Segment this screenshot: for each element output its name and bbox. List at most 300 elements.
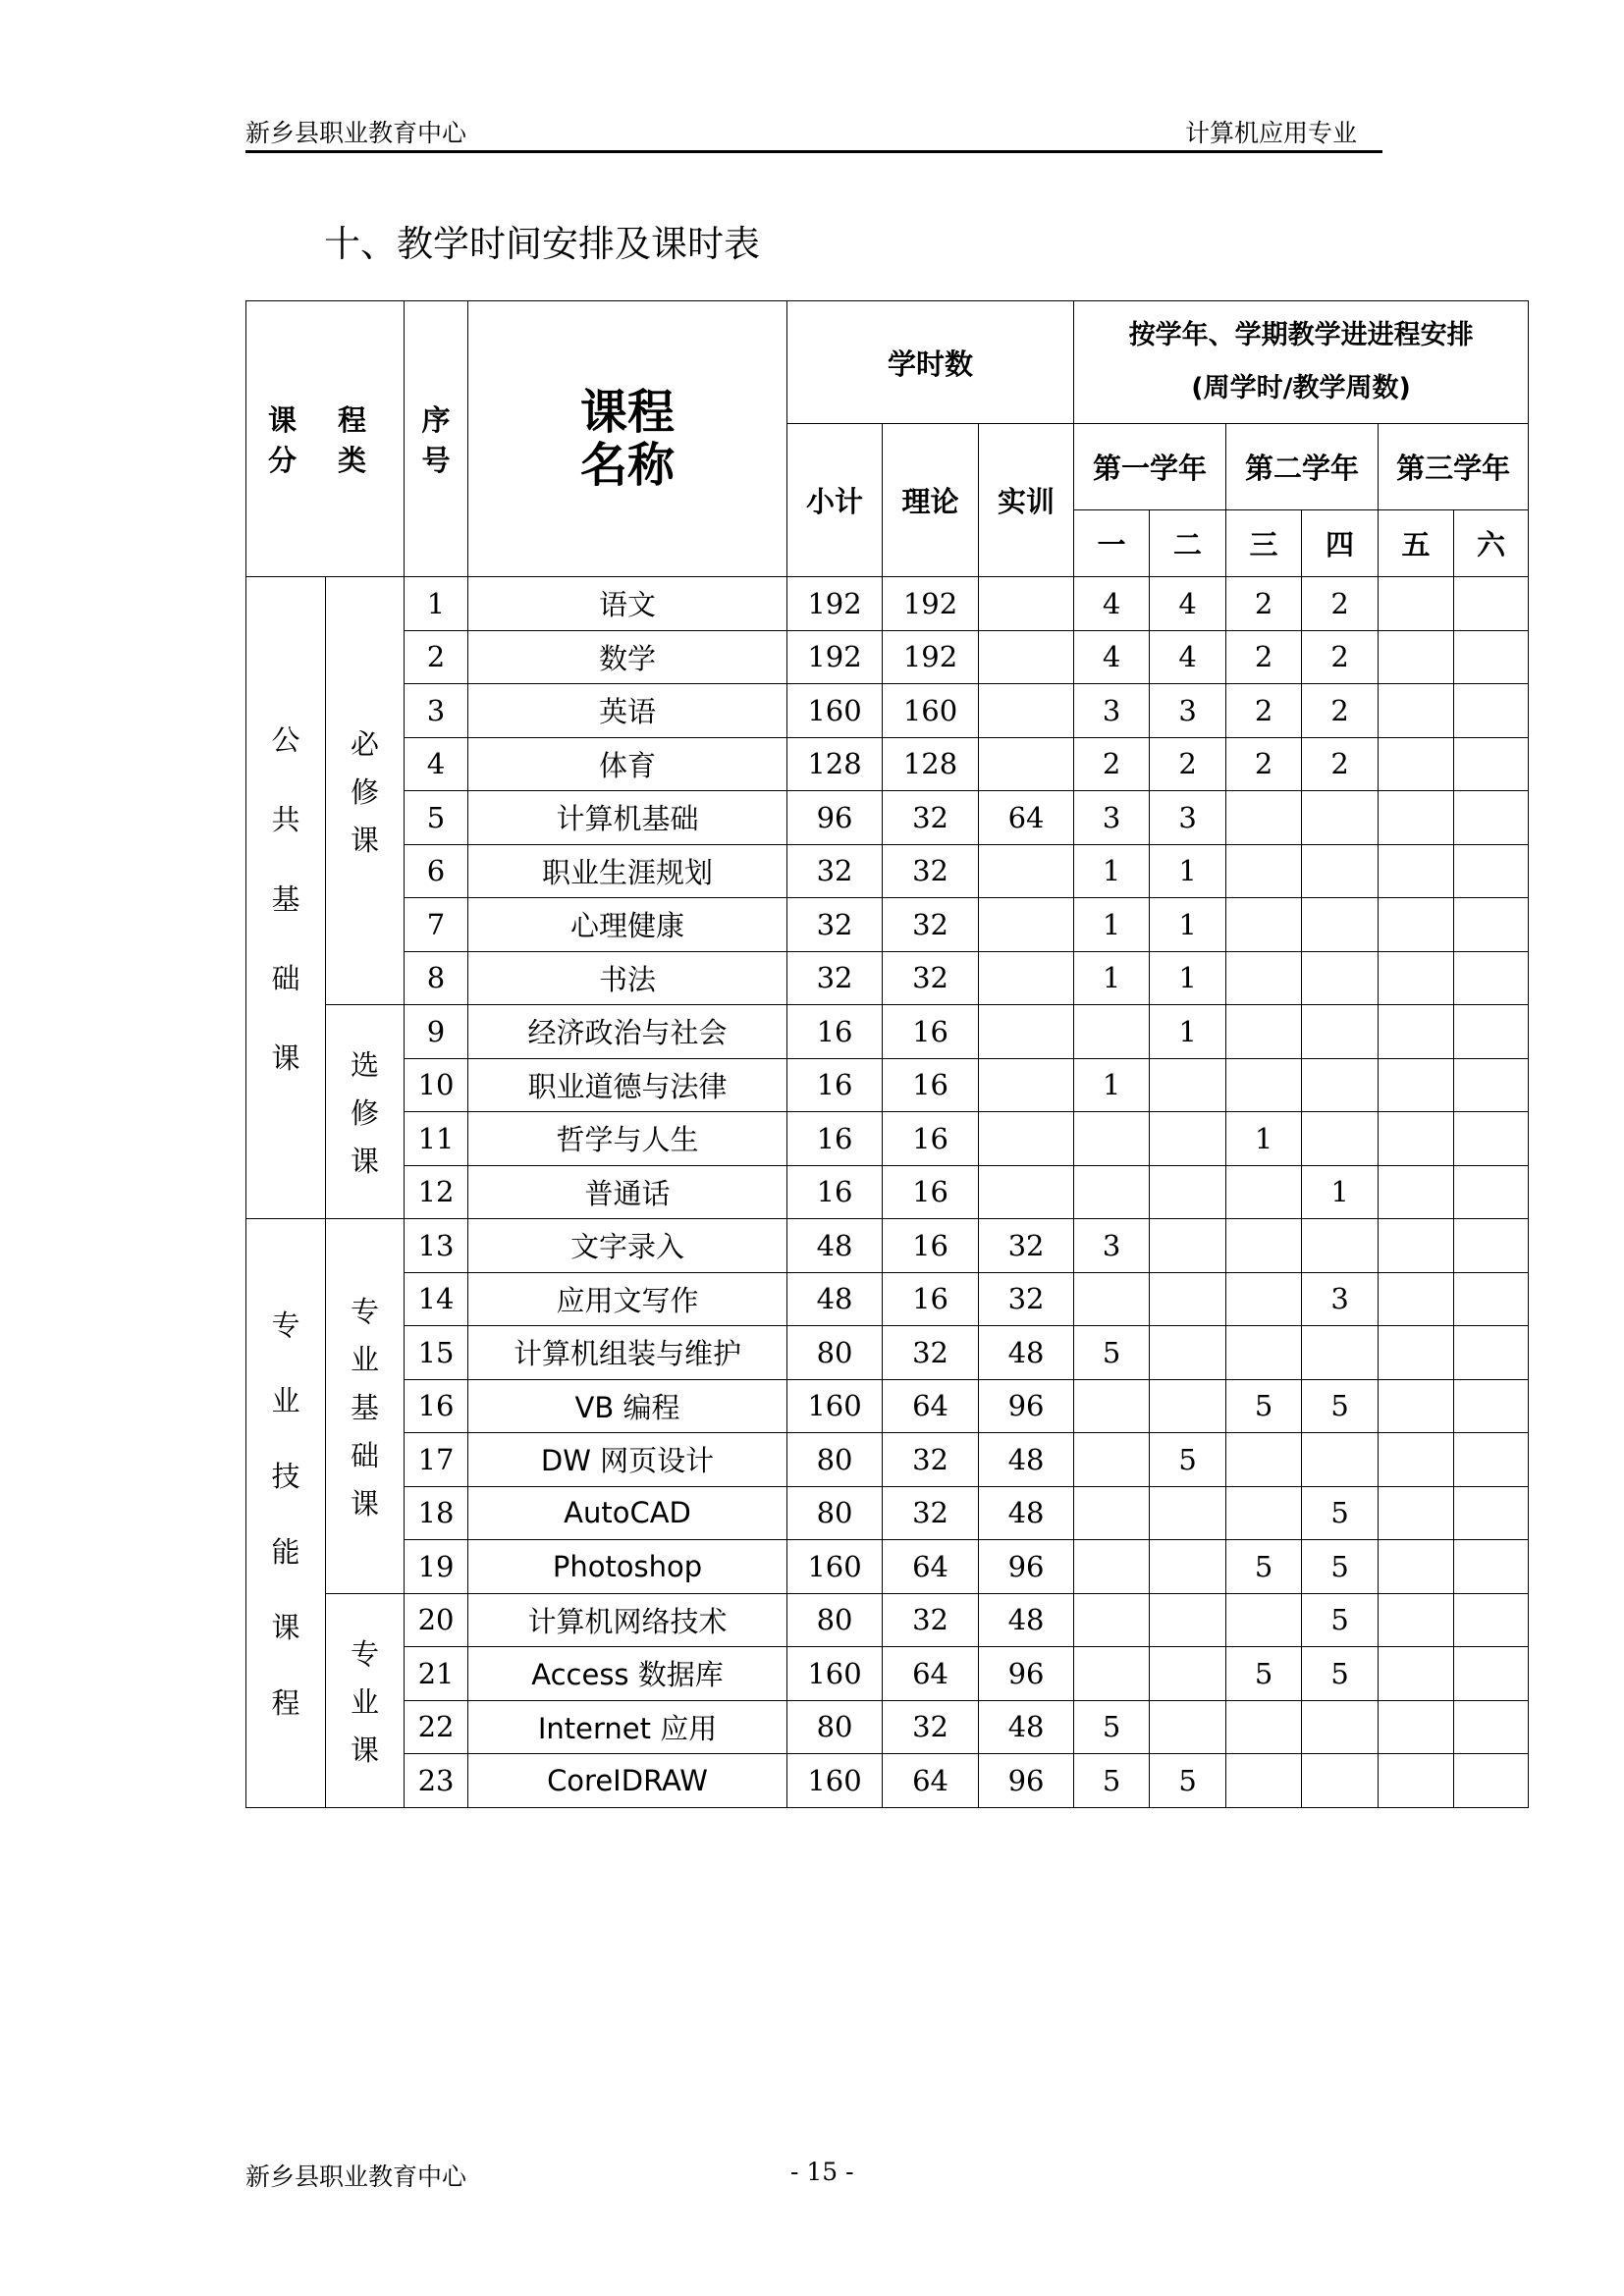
term-4-cell: 2 (1302, 737, 1379, 791)
running-header-major: 计算机应用专业 (1185, 119, 1358, 147)
subtotal-cell: 48 (787, 1219, 883, 1273)
term-4-cell: 5 (1302, 1593, 1379, 1647)
practice-cell (979, 1165, 1074, 1219)
running-header-school: 新乡县职业教育中心 (245, 119, 467, 147)
term-4-cell (1302, 844, 1379, 898)
group-required-char: 修 (351, 775, 380, 809)
group-professional-char: 专 (351, 1636, 380, 1671)
term-1-cell: 2 (1074, 737, 1150, 791)
term-4-cell: 2 (1302, 577, 1379, 631)
group-professional-basic-char: 专 (351, 1294, 380, 1328)
table-row (246, 1058, 1529, 1112)
course-name-cell: 经济政治与社会 (468, 1005, 787, 1059)
header-category (246, 301, 405, 577)
term-1-cell: 5 (1074, 1700, 1150, 1754)
term-4-cell: 5 (1302, 1647, 1379, 1701)
term-3-cell: 2 (1226, 737, 1302, 791)
group-professional-basic-char: 基 (351, 1390, 380, 1424)
term-5-cell (1379, 1058, 1454, 1112)
term-3-cell: 2 (1226, 630, 1302, 684)
subtotal-cell: 192 (787, 577, 883, 631)
practice-cell: 96 (979, 1647, 1074, 1701)
seq-cell: 18 (405, 1486, 468, 1540)
term-5-cell (1379, 577, 1454, 631)
section-title: 十、教学时间安排及课时表 (324, 223, 760, 265)
term-2-cell: 2 (1150, 737, 1226, 791)
table-row (246, 1112, 1529, 1166)
term-2-cell (1150, 1058, 1226, 1112)
term-5-cell (1379, 737, 1454, 791)
course-name-cell: VB 编程 (468, 1379, 787, 1433)
term-6-cell (1454, 684, 1529, 738)
term-3-cell (1226, 1165, 1302, 1219)
term-3-cell (1226, 1593, 1302, 1647)
term-4-cell (1302, 1754, 1379, 1808)
footer-school: 新乡县职业教育中心 (245, 2163, 467, 2191)
group-required-char: 必 (351, 727, 380, 761)
subtotal-cell: 80 (787, 1700, 883, 1754)
theory-cell: 192 (883, 577, 979, 631)
subtotal-cell: 32 (787, 951, 883, 1005)
term-1-cell: 1 (1074, 844, 1150, 898)
seq-cell: 3 (405, 684, 468, 738)
table-row (246, 1005, 1529, 1059)
practice-cell: 96 (979, 1540, 1074, 1594)
term-1-cell: 1 (1074, 898, 1150, 952)
seq-cell: 13 (405, 1219, 468, 1273)
course-name-cell: Photoshop (468, 1540, 787, 1594)
term-6-cell (1454, 1112, 1529, 1166)
seq-cell: 22 (405, 1700, 468, 1754)
term-2-cell (1150, 1379, 1226, 1433)
term-6-cell (1454, 844, 1529, 898)
term-2-cell: 3 (1150, 791, 1226, 845)
group-elective-char: 选 (351, 1048, 380, 1082)
group-professional-skills-char: 技 (271, 1460, 300, 1494)
group-professional-basic-char: 业 (351, 1342, 380, 1376)
term-6-cell (1454, 577, 1529, 631)
term-6-cell (1454, 1486, 1529, 1540)
subtotal-cell: 160 (787, 1754, 883, 1808)
term-1-cell (1074, 1593, 1150, 1647)
term-5-cell (1379, 630, 1454, 684)
seq-cell: 11 (405, 1112, 468, 1166)
course-name-cell: 心理健康 (468, 898, 787, 952)
seq-cell: 20 (405, 1593, 468, 1647)
term-6-cell (1454, 951, 1529, 1005)
term-5-cell (1379, 1647, 1454, 1701)
term-5-cell (1379, 951, 1454, 1005)
group-public-basic-char: 公 (271, 723, 300, 757)
term-1-cell: 1 (1074, 951, 1150, 1005)
seq-cell: 7 (405, 898, 468, 952)
term-2-cell (1150, 1540, 1226, 1594)
course-name-cell: 普通话 (468, 1165, 787, 1219)
term-4-cell (1302, 1219, 1379, 1273)
course-name-cell: AutoCAD (468, 1486, 787, 1540)
seq-cell: 19 (405, 1540, 468, 1594)
practice-cell (979, 844, 1074, 898)
term-1-cell: 3 (1074, 684, 1150, 738)
seq-cell: 16 (405, 1379, 468, 1433)
course-name-cell: Access 数据库 (468, 1647, 787, 1701)
term-6-cell (1454, 1647, 1529, 1701)
practice-cell (979, 684, 1074, 738)
header-subtotal: 小计 (787, 424, 883, 577)
subtotal-cell: 32 (787, 898, 883, 952)
term-6-cell (1454, 1379, 1529, 1433)
group-professional-skills-char: 课 (271, 1611, 300, 1645)
term-5-cell (1379, 1272, 1454, 1326)
table-row (246, 1272, 1529, 1326)
group-elective-char: 课 (351, 1145, 380, 1178)
term-3-cell (1226, 1486, 1302, 1540)
course-name-cell: 英语 (468, 684, 787, 738)
practice-cell: 48 (979, 1326, 1074, 1380)
seq-cell: 12 (405, 1165, 468, 1219)
term-5-cell (1379, 1540, 1454, 1594)
theory-cell: 32 (883, 898, 979, 952)
table-row (246, 844, 1529, 898)
term-5-cell (1379, 1165, 1454, 1219)
term-6-cell (1454, 1005, 1529, 1059)
term-2-cell (1150, 1326, 1226, 1380)
term-2-cell (1150, 1593, 1226, 1647)
subtotal-cell: 16 (787, 1058, 883, 1112)
term-3-cell (1226, 1326, 1302, 1380)
header-rule (245, 150, 1382, 153)
seq-cell: 6 (405, 844, 468, 898)
term-1-cell: 5 (1074, 1754, 1150, 1808)
term-2-cell: 4 (1150, 630, 1226, 684)
table-row (246, 1593, 1529, 1647)
practice-cell (979, 1058, 1074, 1112)
header-theory: 理论 (883, 424, 979, 577)
header-term-2: 二 (1150, 510, 1226, 577)
subtotal-cell: 48 (787, 1272, 883, 1326)
seq-cell: 15 (405, 1326, 468, 1380)
table-row (246, 791, 1529, 845)
term-3-cell: 5 (1226, 1647, 1302, 1701)
seq-cell: 5 (405, 791, 468, 845)
term-1-cell (1074, 1433, 1150, 1487)
term-3-cell (1226, 1754, 1302, 1808)
header-term-3: 三 (1226, 510, 1302, 577)
term-3-cell (1226, 1433, 1302, 1487)
term-2-cell: 3 (1150, 684, 1226, 738)
theory-cell: 32 (883, 1326, 979, 1380)
theory-cell: 16 (883, 1272, 979, 1326)
practice-cell: 48 (979, 1433, 1074, 1487)
term-2-cell: 1 (1150, 844, 1226, 898)
header-term-5: 五 (1379, 510, 1454, 577)
theory-cell: 32 (883, 791, 979, 845)
subtotal-cell: 192 (787, 630, 883, 684)
header-category-line1: 课 程 (267, 403, 383, 437)
table-row (246, 1219, 1529, 1273)
theory-cell: 16 (883, 1112, 979, 1166)
term-3-cell (1226, 1005, 1302, 1059)
group-professional-char: 课 (351, 1733, 380, 1767)
table-row (246, 737, 1529, 791)
header-schedule-line1: 按学年、学期教学进进程安排 (1128, 320, 1474, 350)
group-professional-basic-char: 础 (351, 1438, 380, 1472)
term-5-cell (1379, 1326, 1454, 1380)
term-1-cell: 3 (1074, 791, 1150, 845)
practice-cell: 32 (979, 1219, 1074, 1273)
subtotal-cell: 96 (787, 791, 883, 845)
term-1-cell: 4 (1074, 630, 1150, 684)
term-5-cell (1379, 1005, 1454, 1059)
term-2-cell: 1 (1150, 1005, 1226, 1059)
header-term-1: 一 (1074, 510, 1150, 577)
header-practice: 实训 (979, 424, 1074, 577)
term-4-cell: 5 (1302, 1379, 1379, 1433)
term-6-cell (1454, 1593, 1529, 1647)
practice-cell (979, 577, 1074, 631)
theory-cell: 16 (883, 1219, 979, 1273)
term-5-cell (1379, 1379, 1454, 1433)
subtotal-cell: 80 (787, 1326, 883, 1380)
course-name-cell: 计算机基础 (468, 791, 787, 845)
term-3-cell: 2 (1226, 577, 1302, 631)
practice-cell: 96 (979, 1379, 1074, 1433)
header-year-2: 第二学年 (1226, 424, 1379, 510)
practice-cell (979, 1112, 1074, 1166)
subtotal-cell: 160 (787, 684, 883, 738)
course-name-cell: 文字录入 (468, 1219, 787, 1273)
group-required-char: 课 (351, 824, 380, 857)
course-name-cell: 职业道德与法律 (468, 1058, 787, 1112)
group-professional-skills-char: 程 (271, 1686, 300, 1721)
course-name-cell: 计算机组装与维护 (468, 1326, 787, 1380)
term-5-cell (1379, 898, 1454, 952)
term-6-cell (1454, 1754, 1529, 1808)
header-year-1: 第一学年 (1074, 424, 1226, 510)
schedule-table (245, 300, 1529, 1808)
term-4-cell (1302, 1058, 1379, 1112)
term-5-cell (1379, 1754, 1454, 1808)
term-6-cell (1454, 737, 1529, 791)
header-name-line1: 课程 (580, 385, 676, 440)
group-professional-skills-char: 专 (271, 1308, 300, 1343)
subtotal-cell: 16 (787, 1005, 883, 1059)
term-5-cell (1379, 1486, 1454, 1540)
header-term-4: 四 (1302, 510, 1379, 577)
table-row (246, 630, 1529, 684)
term-6-cell (1454, 898, 1529, 952)
page-number: - 15 - (790, 2158, 854, 2186)
term-6-cell (1454, 1058, 1529, 1112)
term-2-cell (1150, 1165, 1226, 1219)
term-3-cell (1226, 1058, 1302, 1112)
theory-cell: 32 (883, 1433, 979, 1487)
practice-cell: 48 (979, 1700, 1074, 1754)
header-seq-line1: 序 (421, 403, 451, 437)
course-name-cell: 计算机网络技术 (468, 1593, 787, 1647)
term-4-cell: 2 (1302, 630, 1379, 684)
term-5-cell (1379, 791, 1454, 845)
seq-cell: 9 (405, 1005, 468, 1059)
term-5-cell (1379, 844, 1454, 898)
term-2-cell: 1 (1150, 898, 1226, 952)
group-professional-char: 业 (351, 1684, 380, 1719)
term-2-cell (1150, 1219, 1226, 1273)
subtotal-cell: 16 (787, 1165, 883, 1219)
group-professional-skills (246, 1219, 326, 1808)
subtotal-cell: 160 (787, 1647, 883, 1701)
subtotal-cell: 128 (787, 737, 883, 791)
term-1-cell: 5 (1074, 1326, 1150, 1380)
term-4-cell: 2 (1302, 684, 1379, 738)
group-professional-skills-char: 业 (271, 1384, 300, 1418)
term-4-cell (1302, 1326, 1379, 1380)
term-4-cell (1302, 1433, 1379, 1487)
term-4-cell: 5 (1302, 1486, 1379, 1540)
table-row (246, 951, 1529, 1005)
header-term-6: 六 (1454, 510, 1529, 577)
theory-cell: 16 (883, 1058, 979, 1112)
term-2-cell (1150, 1647, 1226, 1701)
subtotal-cell: 80 (787, 1433, 883, 1487)
term-3-cell (1226, 844, 1302, 898)
group-professional-skills-char: 能 (271, 1535, 300, 1570)
theory-cell: 16 (883, 1005, 979, 1059)
practice-cell (979, 630, 1074, 684)
term-1-cell (1074, 1005, 1150, 1059)
term-5-cell (1379, 1112, 1454, 1166)
term-3-cell: 5 (1226, 1540, 1302, 1594)
seq-cell: 10 (405, 1058, 468, 1112)
term-5-cell (1379, 1700, 1454, 1754)
practice-cell: 48 (979, 1593, 1074, 1647)
seq-cell: 2 (405, 630, 468, 684)
theory-cell: 64 (883, 1540, 979, 1594)
theory-cell: 32 (883, 1700, 979, 1754)
term-3-cell: 5 (1226, 1379, 1302, 1433)
header-year-3: 第三学年 (1379, 424, 1529, 510)
group-professional-basic (326, 1219, 405, 1594)
subtotal-cell: 80 (787, 1593, 883, 1647)
term-6-cell (1454, 1165, 1529, 1219)
term-6-cell (1454, 1540, 1529, 1594)
table-row (246, 1754, 1529, 1808)
term-5-cell (1379, 1593, 1454, 1647)
subtotal-cell: 32 (787, 844, 883, 898)
table-row (246, 1486, 1529, 1540)
table-row (246, 1379, 1529, 1433)
practice-cell (979, 737, 1074, 791)
term-5-cell (1379, 1219, 1454, 1273)
term-2-cell: 5 (1150, 1754, 1226, 1808)
course-name-cell: 书法 (468, 951, 787, 1005)
term-2-cell: 5 (1150, 1433, 1226, 1487)
term-5-cell (1379, 684, 1454, 738)
table-row (246, 577, 1529, 631)
table-row (246, 1433, 1529, 1487)
term-3-cell: 1 (1226, 1112, 1302, 1166)
term-2-cell (1150, 1700, 1226, 1754)
theory-cell: 160 (883, 684, 979, 738)
practice-cell: 64 (979, 791, 1074, 845)
term-6-cell (1454, 1326, 1529, 1380)
term-1-cell (1074, 1165, 1150, 1219)
header-category-line2: 分 类 (267, 444, 383, 477)
course-name-cell: 职业生涯规划 (468, 844, 787, 898)
theory-cell: 32 (883, 1486, 979, 1540)
subtotal-cell: 80 (787, 1486, 883, 1540)
term-1-cell (1074, 1486, 1150, 1540)
header-name-line2: 名称 (580, 438, 676, 493)
term-5-cell (1379, 1433, 1454, 1487)
subtotal-cell: 160 (787, 1540, 883, 1594)
term-1-cell (1074, 1647, 1150, 1701)
theory-cell: 64 (883, 1754, 979, 1808)
term-1-cell: 1 (1074, 1058, 1150, 1112)
group-public-basic (246, 577, 326, 1219)
table-row (246, 1540, 1529, 1594)
term-2-cell: 4 (1150, 577, 1226, 631)
header-schedule (1074, 301, 1529, 424)
term-6-cell (1454, 630, 1529, 684)
seq-cell: 4 (405, 737, 468, 791)
term-1-cell (1074, 1379, 1150, 1433)
term-4-cell: 1 (1302, 1165, 1379, 1219)
table-row (246, 1647, 1529, 1701)
header-seq (405, 301, 468, 577)
seq-cell: 17 (405, 1433, 468, 1487)
practice-cell (979, 898, 1074, 952)
course-name-cell: CoreIDRAW (468, 1754, 787, 1808)
term-3-cell (1226, 951, 1302, 1005)
term-3-cell (1226, 791, 1302, 845)
theory-cell: 128 (883, 737, 979, 791)
header-schedule-line2: (周学时/教学周数) (1191, 373, 1411, 403)
practice-cell (979, 1005, 1074, 1059)
header-hours: 学时数 (787, 301, 1074, 424)
group-public-basic-char: 基 (271, 882, 300, 916)
term-3-cell (1226, 1272, 1302, 1326)
seq-cell: 21 (405, 1647, 468, 1701)
term-6-cell (1454, 1219, 1529, 1273)
subtotal-cell: 16 (787, 1112, 883, 1166)
term-1-cell (1074, 1540, 1150, 1594)
term-1-cell (1074, 1272, 1150, 1326)
group-professional (326, 1593, 405, 1807)
practice-cell: 48 (979, 1486, 1074, 1540)
practice-cell (979, 951, 1074, 1005)
term-4-cell (1302, 951, 1379, 1005)
term-1-cell (1074, 1112, 1150, 1166)
theory-cell: 32 (883, 1593, 979, 1647)
term-4-cell (1302, 1112, 1379, 1166)
theory-cell: 192 (883, 630, 979, 684)
course-name-cell: 哲学与人生 (468, 1112, 787, 1166)
term-2-cell (1150, 1272, 1226, 1326)
term-4-cell (1302, 898, 1379, 952)
seq-cell: 14 (405, 1272, 468, 1326)
term-6-cell (1454, 1700, 1529, 1754)
term-3-cell: 2 (1226, 684, 1302, 738)
course-name-cell: Internet 应用 (468, 1700, 787, 1754)
subtotal-cell: 160 (787, 1379, 883, 1433)
table-row (246, 1700, 1529, 1754)
term-4-cell (1302, 791, 1379, 845)
table-row (246, 1165, 1529, 1219)
term-4-cell (1302, 1005, 1379, 1059)
term-2-cell: 1 (1150, 951, 1226, 1005)
term-4-cell: 5 (1302, 1540, 1379, 1594)
